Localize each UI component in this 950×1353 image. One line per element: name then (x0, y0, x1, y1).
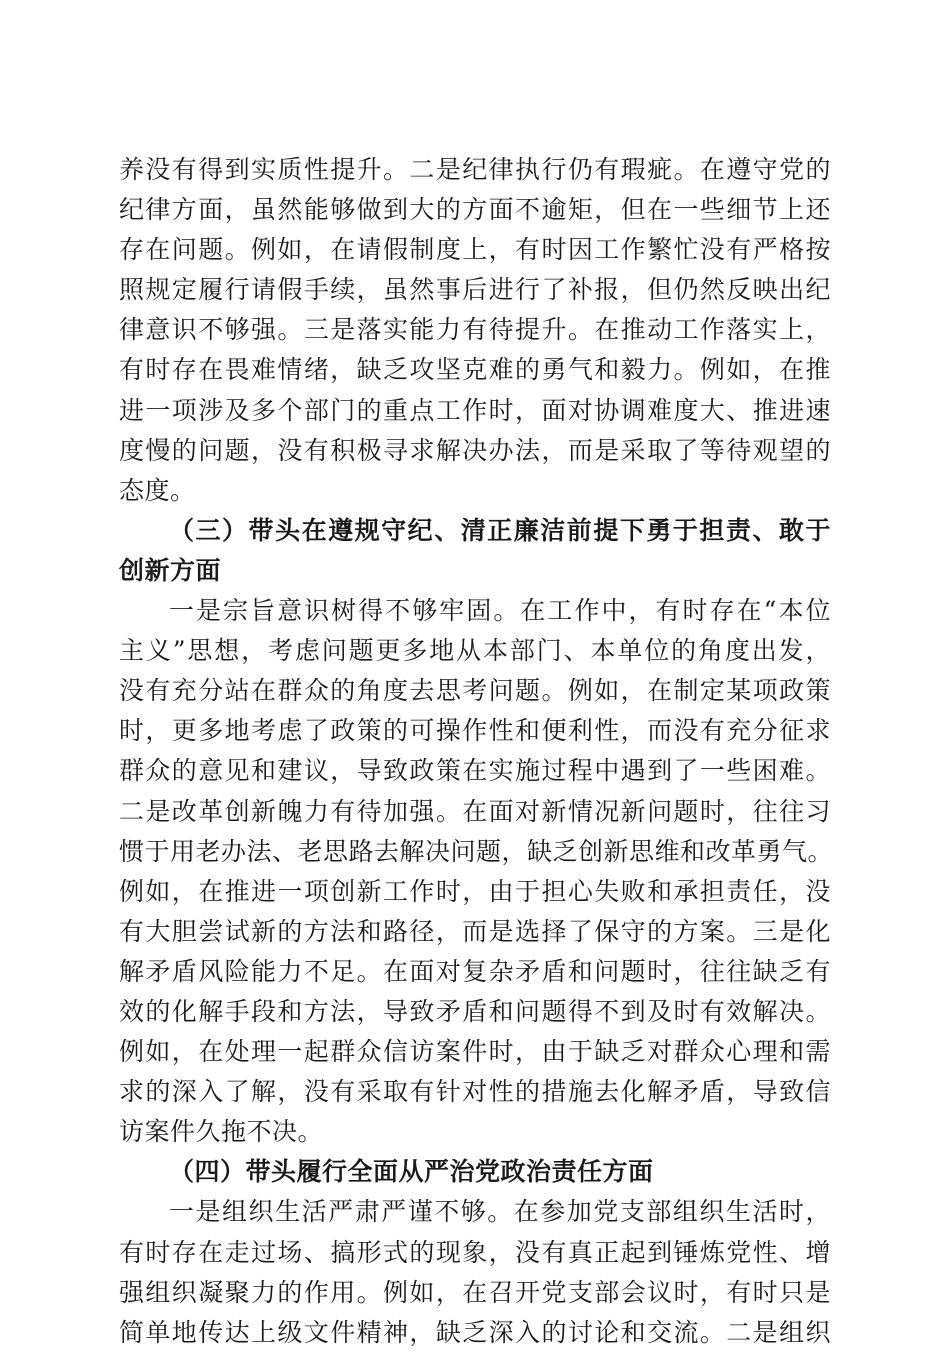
text-line: 照规定履行请假手续，虽然事后进行了补报，但仍然反映出纪 (119, 275, 831, 305)
text-line: 度慢的问题，没有积极寻求解决办法，而是采取了等待观望的 (119, 435, 831, 465)
text-line: 律意识不够强。三是落实能力有待提升。在推动工作落实上， (119, 315, 831, 345)
text-line: 存在问题。例如，在请假制度上，有时因工作繁忙没有严格按 (119, 235, 831, 265)
paragraph-start: 一是宗旨意识树得不够牢固。在工作中，有时存在“本位 (169, 596, 831, 626)
text-line: 主义”思想，考虑问题更多地从本部门、本单位的角度出发， (119, 636, 831, 666)
section-heading-4: （四）带头履行全面从严治党政治责任方面 (169, 1157, 654, 1187)
text-line: 强组织凝聚力的作用。例如，在召开党支部会议时，有时只是 (119, 1277, 831, 1307)
text-line: 没有充分站在群众的角度去思考问题。例如，在制定某项政策 (119, 676, 831, 706)
text-line: 时，更多地考虑了政策的可操作性和便利性，而没有充分征求 (119, 716, 831, 746)
text-line: 效的化解手段和方法，导致矛盾和问题得不到及时有效解决。 (119, 996, 831, 1026)
text-line: 简单地传达上级文件精神，缺乏深入的讨论和交流。二是组织 (119, 1317, 831, 1347)
text-line: 惯于用老办法、老思路去解决问题，缺乏创新思维和改革勇气。 (119, 836, 834, 866)
text-line: 进一项涉及多个部门的重点工作时，面对协调难度大、推进速 (119, 395, 831, 425)
text-line: 例如，在推进一项创新工作时，由于担心失败和承担责任，没 (119, 876, 831, 906)
text-line: 养没有得到实质性提升。二是纪律执行仍有瑕疵。在遵守党的 (119, 155, 831, 184)
text-line: 例如，在处理一起群众信访案件时，由于缺乏对群众心理和需 (119, 1037, 831, 1067)
text-line: 求的深入了解，没有采取有针对性的措施去化解矛盾，导致信 (119, 1077, 831, 1107)
text-line: 有时存在畏难情绪，缺乏攻坚克难的勇气和毅力。例如，在推 (119, 355, 831, 385)
section-heading-3-cont: 创新方面 (119, 555, 222, 585)
section-heading-3: （三）带头在遵规守纪、清正廉洁前提下勇于担责、敢于 (169, 515, 831, 545)
text-line: 二是改革创新魄力有待加强。在面对新情况新问题时，往往习 (119, 796, 831, 826)
text-line: 群众的意见和建议，导致政策在实施过程中遇到了一些困难。 (119, 756, 831, 786)
text-line: 有大胆尝试新的方法和路径，而是选择了保守的方案。三是化 (119, 916, 831, 946)
text-line: 解矛盾风险能力不足。在面对复杂矛盾和问题时，往往缺乏有 (119, 956, 831, 986)
text-line: 态度。 (119, 475, 196, 505)
text-line: 访案件久拖不决。 (119, 1117, 324, 1147)
text-line: 有时存在走过场、搞形式的现象，没有真正起到锤炼党性、增 (119, 1237, 831, 1267)
text-line: 纪律方面，虽然能够做到大的方面不逾矩，但在一些细节上还 (119, 195, 831, 225)
paragraph-start: 一是组织生活严肃严谨不够。在参加党支部组织生活时， (169, 1197, 831, 1227)
document-body (119, 150, 834, 1353)
